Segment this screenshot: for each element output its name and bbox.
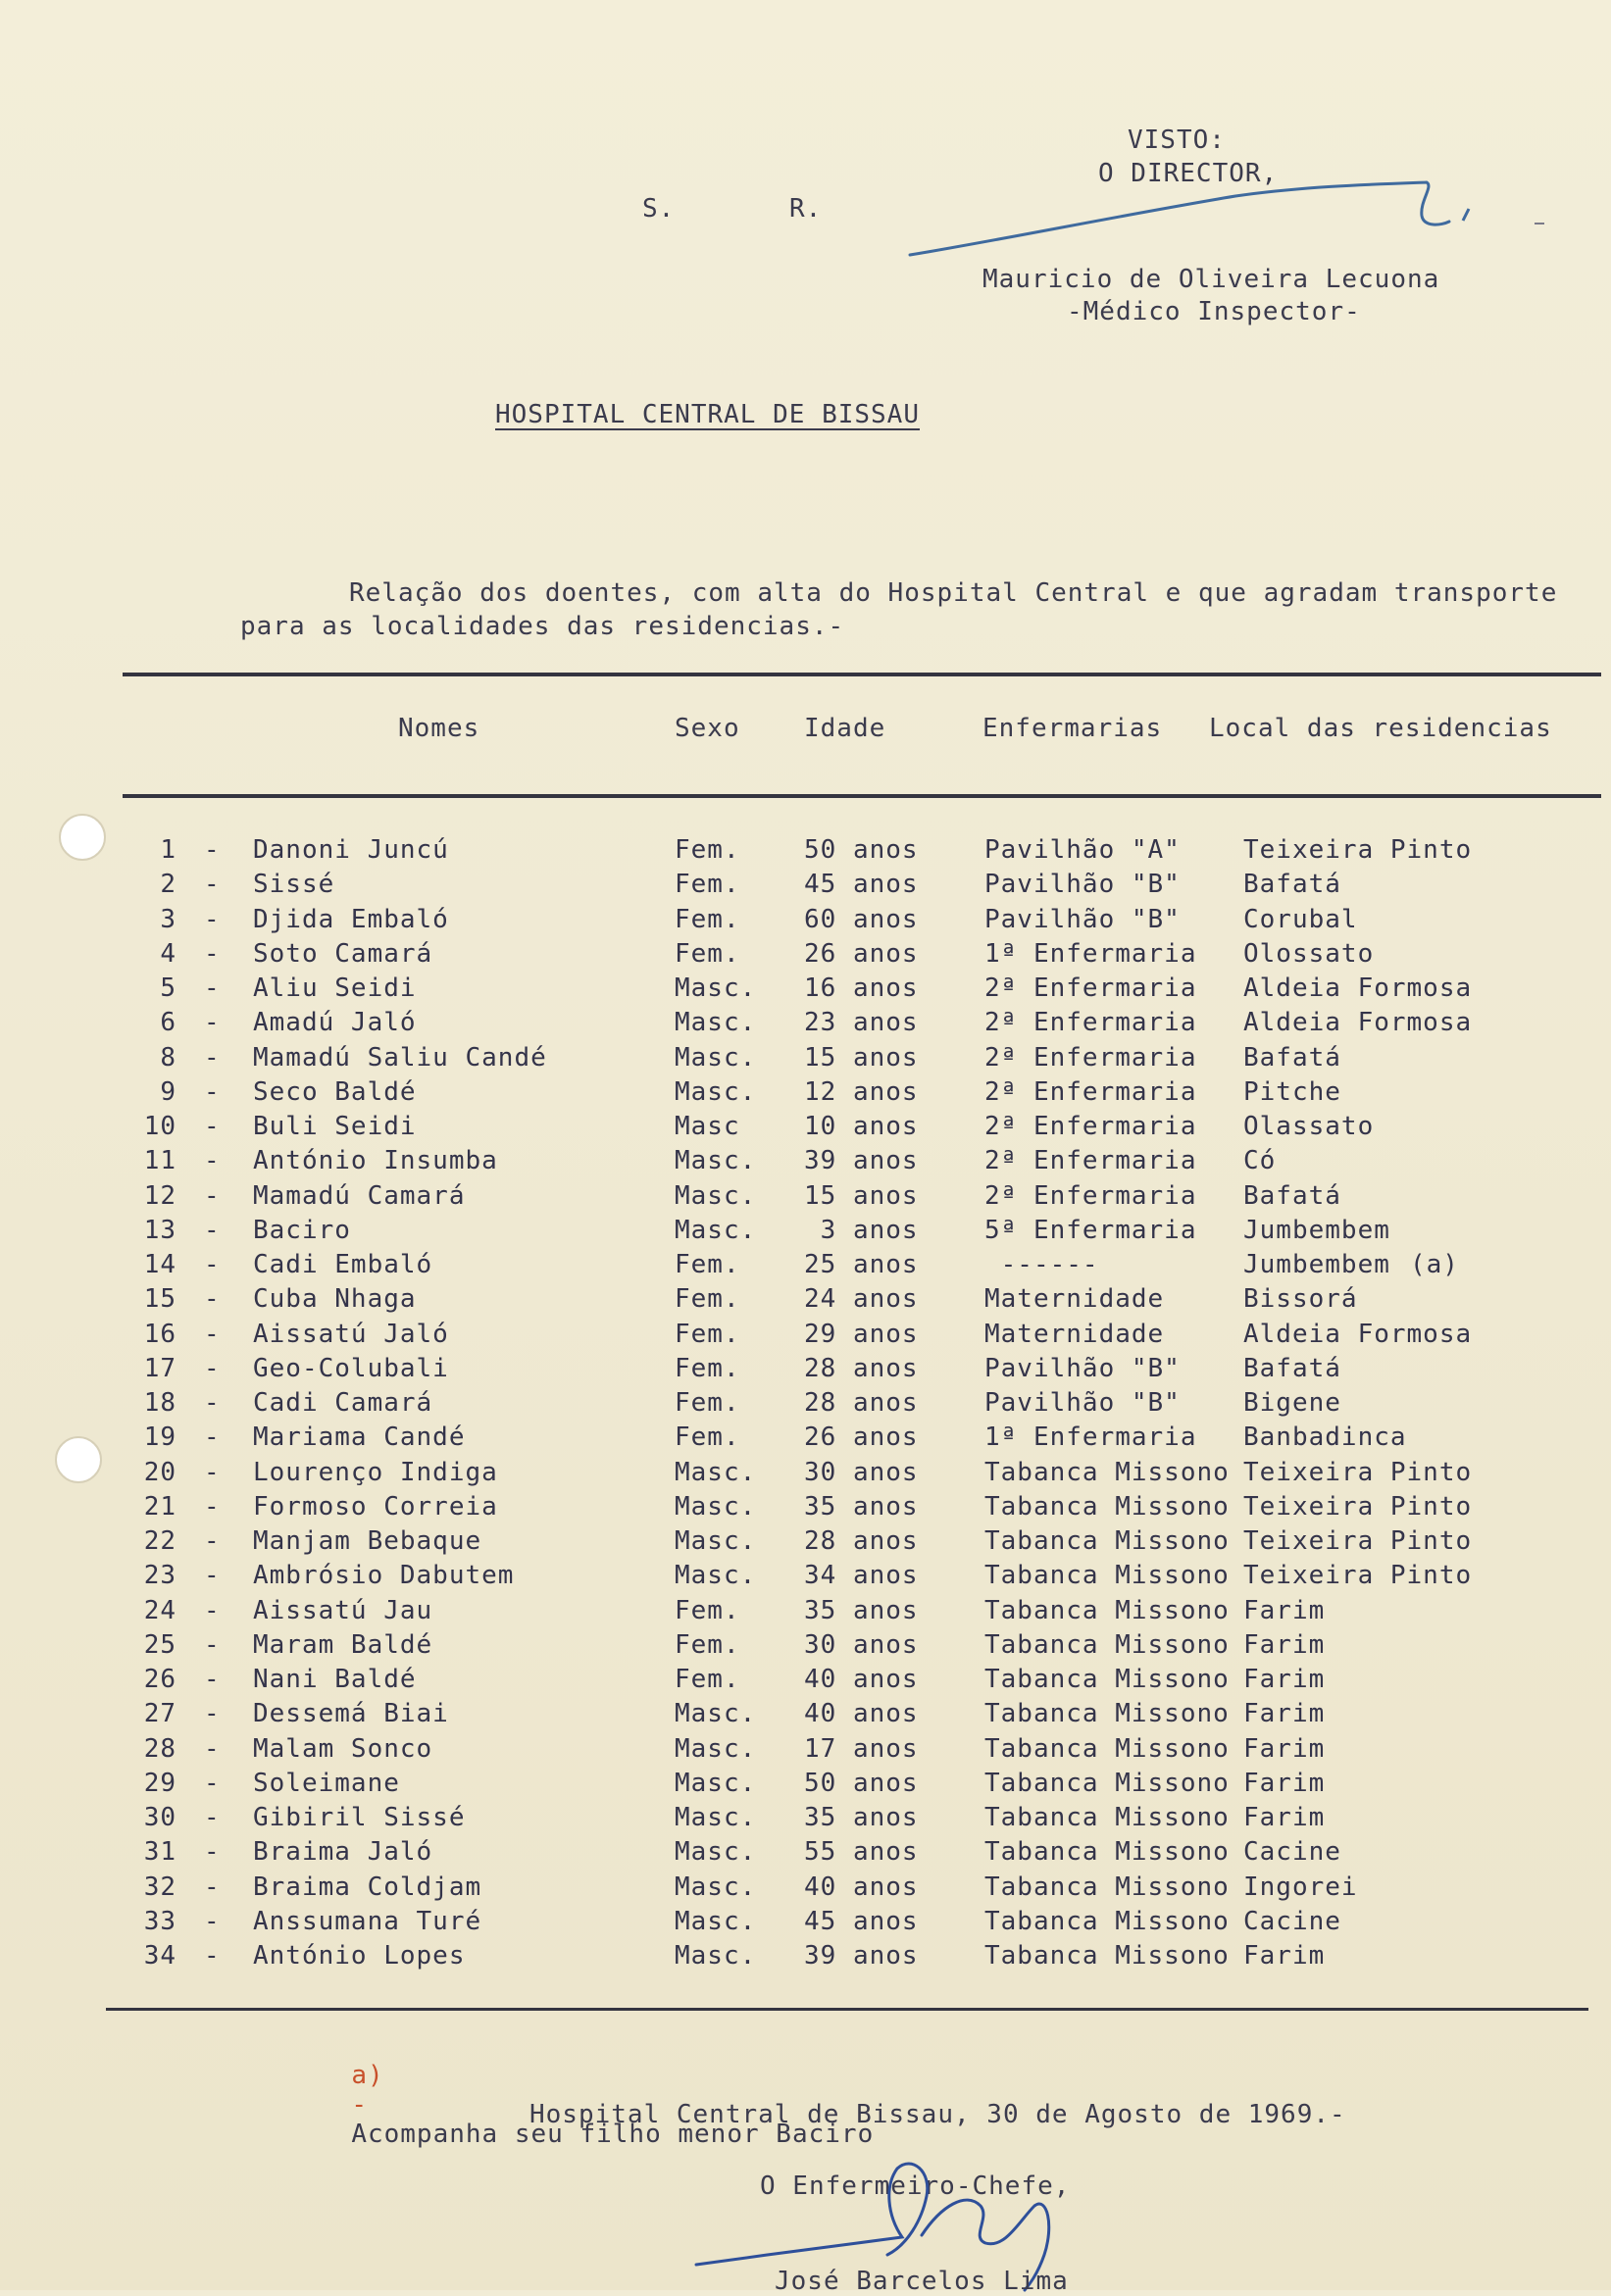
column-header-wards: Enfermarias	[982, 714, 1163, 743]
column-header-names: Nomes	[398, 714, 480, 743]
row-number: 12	[143, 1180, 176, 1211]
patient-sex: Masc.	[675, 1076, 757, 1107]
patient-name: Mamadú Saliu Candé	[253, 1042, 547, 1073]
patient-ward: Tabanca Missono	[984, 1491, 1230, 1522]
row-dash: -	[204, 1526, 221, 1556]
patient-ward: Tabanca Missono	[984, 1457, 1230, 1487]
row-dash: -	[204, 1423, 221, 1453]
patient-ward: Pavilhão "B"	[984, 870, 1181, 900]
patient-sex: Fem.	[675, 1353, 740, 1383]
patient-ward: 2ª Enfermaria	[984, 1146, 1197, 1176]
patient-name: Aissatú Jaló	[253, 1319, 449, 1349]
row-dash: -	[204, 1595, 221, 1625]
row-number: 30	[143, 1803, 176, 1832]
patient-residence: Bafatá	[1243, 1353, 1341, 1383]
patient-ward: Pavilhão "B"	[984, 904, 1181, 934]
patient-age: 50 anos	[804, 835, 919, 865]
patient-ward: 2ª Enfermaria	[984, 1076, 1197, 1107]
patient-residence: Aldeia Formosa	[1243, 1008, 1473, 1038]
row-dash: -	[204, 1042, 221, 1073]
patient-age: 45 anos	[804, 1906, 919, 1936]
patient-sex: Fem.	[675, 1284, 740, 1315]
row-number: 19	[143, 1423, 176, 1453]
patient-residence: Jumbembem	[1243, 1215, 1390, 1245]
row-dash: -	[204, 1180, 221, 1211]
row-number: 8	[160, 1042, 176, 1073]
patient-residence: Farim	[1243, 1595, 1326, 1625]
patient-sex: Masc.	[675, 1561, 757, 1591]
row-dash: -	[204, 1837, 221, 1868]
patient-name: Lourenço Indiga	[253, 1457, 498, 1487]
patient-residence: Có	[1243, 1146, 1277, 1176]
patient-age: 34 anos	[804, 1561, 919, 1591]
patient-ward: 2ª Enfermaria	[984, 1042, 1197, 1073]
row-number: 21	[143, 1491, 176, 1522]
row-number: 6	[160, 1008, 176, 1038]
patient-age: 40 anos	[804, 1872, 919, 1902]
patient-sex: Masc.	[675, 1733, 757, 1764]
row-number: 13	[143, 1215, 176, 1245]
row-number: 24	[143, 1595, 176, 1625]
row-number: 25	[143, 1629, 176, 1660]
patient-name: Seco Baldé	[253, 1076, 417, 1107]
row-dash: -	[204, 1768, 221, 1798]
visto-label: VISTO:	[1128, 125, 1226, 155]
row-number: 29	[143, 1768, 176, 1798]
patient-age: 60 anos	[804, 904, 919, 934]
row-number: 31	[143, 1837, 176, 1868]
patient-ward: ------	[984, 1250, 1099, 1279]
patient-residence: Bafatá	[1243, 870, 1341, 900]
patient-name: Aliu Seidi	[253, 973, 417, 1003]
patient-residence: Bigene	[1243, 1388, 1341, 1418]
patient-age: 28 anos	[804, 1526, 919, 1556]
patient-name: Soleimane	[253, 1768, 400, 1798]
row-number: 27	[143, 1699, 176, 1729]
row-number: 22	[143, 1526, 176, 1556]
patient-sex: Masc.	[675, 973, 757, 1003]
patient-residence: Teixeira Pinto	[1243, 1526, 1473, 1556]
patient-residence: Cacine	[1243, 1837, 1341, 1868]
row-number: 20	[143, 1457, 176, 1487]
patient-residence: Farim	[1243, 1768, 1326, 1798]
row-number: 11	[143, 1146, 176, 1176]
intro-line-2: para as localidades das residencias.-	[240, 612, 845, 641]
sr-s: S.	[642, 194, 676, 224]
row-dash: -	[204, 1699, 221, 1729]
row-dash: -	[204, 938, 221, 969]
patient-name: Amadú Jaló	[253, 1008, 417, 1038]
patient-sex: Masc.	[675, 1872, 757, 1902]
director-title: -Médico Inspector-	[1067, 297, 1361, 326]
patient-ward: Tabanca Missono	[984, 1595, 1230, 1625]
row-number: 26	[143, 1665, 176, 1694]
row-number: 5	[160, 973, 176, 1003]
patient-residence: Farim	[1243, 1699, 1326, 1729]
row-dash: -	[204, 1008, 221, 1038]
patient-ward: 2ª Enfermaria	[984, 973, 1197, 1003]
patient-ward: Tabanca Missono	[984, 1561, 1230, 1591]
patient-ward: 2ª Enfermaria	[984, 1112, 1197, 1141]
patient-residence: Teixeira Pinto	[1243, 1491, 1473, 1522]
patient-sex: Masc.	[675, 1146, 757, 1176]
row-number: 3	[160, 904, 176, 934]
patient-sex: Masc.	[675, 1491, 757, 1522]
patient-sex: Masc.	[675, 1699, 757, 1729]
column-header-residence: Local das residencias	[1209, 714, 1552, 743]
row-dash: -	[204, 1491, 221, 1522]
patient-sex: Fem.	[675, 1250, 740, 1279]
patient-ward: Maternidade	[984, 1319, 1165, 1349]
row-dash: -	[204, 1941, 221, 1971]
row-dash: -	[204, 1215, 221, 1245]
patient-sex: Masc.	[675, 1941, 757, 1971]
patient-sex: Masc.	[675, 1803, 757, 1832]
patient-sex: Masc.	[675, 1837, 757, 1868]
patient-sex: Masc	[675, 1112, 740, 1141]
patient-ward: 5ª Enfermaria	[984, 1215, 1197, 1245]
patient-residence: Olassato	[1243, 1112, 1375, 1141]
footnote-dash: -	[351, 2090, 368, 2120]
patient-name: Mariama Candé	[253, 1423, 466, 1453]
footnote-mark: a)	[351, 2061, 384, 2090]
row-number: 16	[143, 1319, 176, 1349]
patient-sex: Masc.	[675, 1215, 757, 1245]
signoff-title: O Enfermeiro-Chefe,	[760, 2171, 1071, 2201]
patient-age: 25 anos	[804, 1250, 919, 1279]
patient-name: Danoni Juncú	[253, 835, 449, 865]
patient-sex: Masc.	[675, 1008, 757, 1038]
patient-name: Aissatú Jau	[253, 1595, 433, 1625]
row-number: 4	[160, 938, 176, 969]
patient-sex: Fem.	[675, 904, 740, 934]
row-number: 34	[143, 1941, 176, 1971]
patient-name: Malam Sonco	[253, 1733, 433, 1764]
patient-age: 55 anos	[804, 1837, 919, 1868]
row-dash: -	[204, 904, 221, 934]
patient-age: 39 anos	[804, 1146, 919, 1176]
patient-ward: Tabanca Missono	[984, 1906, 1230, 1936]
patient-residence: Farim	[1243, 1941, 1326, 1971]
patient-ward: 2ª Enfermaria	[984, 1180, 1197, 1211]
patient-residence: Bafatá	[1243, 1180, 1341, 1211]
patient-residence: Cacine	[1243, 1906, 1341, 1936]
patient-age: 15 anos	[804, 1180, 919, 1211]
patient-ward: Pavilhão "B"	[984, 1353, 1181, 1383]
patient-sex: Masc.	[675, 1526, 757, 1556]
patient-residence: Farim	[1243, 1665, 1326, 1694]
patient-ward: Tabanca Missono	[984, 1665, 1230, 1694]
patient-residence: Bissorá	[1243, 1284, 1358, 1315]
row-number: 17	[143, 1353, 176, 1383]
patient-age: 30 anos	[804, 1457, 919, 1487]
patient-age: 30 anos	[804, 1629, 919, 1660]
patient-ward: Maternidade	[984, 1284, 1165, 1315]
document-title: HOSPITAL CENTRAL DE BISSAU	[495, 400, 920, 429]
patient-sex: Masc.	[675, 1457, 757, 1487]
patient-age: 12 anos	[804, 1076, 919, 1107]
patient-age: 26 anos	[804, 1423, 919, 1453]
patient-sex: Fem.	[675, 1423, 740, 1453]
patient-sex: Fem.	[675, 1629, 740, 1660]
patient-sex: Fem.	[675, 870, 740, 900]
patient-age: 10 anos	[804, 1112, 919, 1141]
patient-name: Baciro	[253, 1215, 351, 1245]
patient-name: Anssumana Turé	[253, 1906, 482, 1936]
patient-age: 29 anos	[804, 1319, 919, 1349]
patient-residence: Teixeira Pinto	[1243, 1561, 1473, 1591]
row-number: 10	[143, 1112, 176, 1141]
patient-name: Gibiril Sissé	[253, 1803, 466, 1832]
patient-sex: Masc.	[675, 1180, 757, 1211]
patient-age: 40 anos	[804, 1699, 919, 1729]
patient-name: Maram Baldé	[253, 1629, 433, 1660]
patient-residence: Farim	[1243, 1803, 1326, 1832]
patient-sex: Fem.	[675, 1665, 740, 1694]
row-dash: -	[204, 870, 221, 900]
column-header-age: Idade	[804, 714, 886, 743]
patient-name: Mamadú Camará	[253, 1180, 466, 1211]
patient-name: Cuba Nhaga	[253, 1284, 417, 1315]
patient-ward: 1ª Enfermaria	[984, 1423, 1197, 1453]
patient-age: 35 anos	[804, 1595, 919, 1625]
patient-residence: Farim	[1243, 1629, 1326, 1660]
place-date: Hospital Central de Bissau, 30 de Agosto de 1969.-	[529, 2100, 1346, 2129]
row-dash: -	[204, 835, 221, 865]
patient-age: 35 anos	[804, 1491, 919, 1522]
row-dash: -	[204, 1146, 221, 1176]
row-number: 15	[143, 1284, 176, 1315]
row-number: 23	[143, 1561, 176, 1591]
row-dash: -	[204, 1250, 221, 1279]
row-dash: -	[204, 1388, 221, 1418]
patient-age: 26 anos	[804, 938, 919, 969]
patient-sex: Fem.	[675, 1319, 740, 1349]
patient-ward: Pavilhão "A"	[984, 835, 1181, 865]
row-dash: -	[204, 1284, 221, 1315]
patient-residence: Aldeia Formosa	[1243, 1319, 1473, 1349]
patient-residence: Ingorei	[1243, 1872, 1358, 1902]
patient-ward: Tabanca Missono	[984, 1837, 1230, 1868]
director-label: O DIRECTOR,	[1098, 159, 1279, 188]
row-note-mark: (a)	[1410, 1250, 1459, 1279]
patient-age: 50 anos	[804, 1768, 919, 1798]
patient-name: Cadi Embaló	[253, 1250, 433, 1279]
row-number: 32	[143, 1872, 176, 1902]
patient-name: Formoso Correia	[253, 1491, 498, 1522]
patient-name: Soto Camará	[253, 938, 433, 969]
intro-line-1: Relação dos doentes, com alta do Hospital Central e que agradam transporte	[349, 578, 1558, 608]
patient-ward: Tabanca Missono	[984, 1768, 1230, 1798]
patient-ward: Tabanca Missono	[984, 1803, 1230, 1832]
patient-sex: Fem.	[675, 1388, 740, 1418]
patient-sex: Fem.	[675, 835, 740, 865]
patient-age: 28 anos	[804, 1353, 919, 1383]
patient-name: Sissé	[253, 870, 335, 900]
row-dash: -	[204, 1561, 221, 1591]
patient-ward: Tabanca Missono	[984, 1629, 1230, 1660]
patient-name: António Insumba	[253, 1146, 498, 1176]
patient-ward: Tabanca Missono	[984, 1526, 1230, 1556]
row-dash: -	[204, 1629, 221, 1660]
footnote-text: Acompanha seu filho menor Baciro	[351, 2120, 875, 2149]
patient-ward: Pavilhão "B"	[984, 1388, 1181, 1418]
row-number: 33	[143, 1906, 176, 1936]
patient-age: 35 anos	[804, 1803, 919, 1832]
patient-ward: 1ª Enfermaria	[984, 938, 1197, 969]
row-number: 28	[143, 1733, 176, 1764]
row-number: 14	[143, 1250, 176, 1279]
patient-name: Ambrósio Dabutem	[253, 1561, 515, 1591]
patient-ward: Tabanca Missono	[984, 1872, 1230, 1902]
row-number: 18	[143, 1388, 176, 1418]
row-number: 2	[160, 870, 176, 900]
patient-residence: Olossato	[1243, 938, 1375, 969]
row-dash: -	[204, 1803, 221, 1832]
patient-age: 45 anos	[804, 870, 919, 900]
row-dash: -	[204, 1457, 221, 1487]
patient-residence: Teixeira Pinto	[1243, 1457, 1473, 1487]
patient-sex: Masc.	[675, 1906, 757, 1936]
patient-age: 40 anos	[804, 1665, 919, 1694]
row-dash: -	[204, 1076, 221, 1107]
patient-name: Buli Seidi	[253, 1112, 417, 1141]
sr-r: R.	[789, 194, 823, 224]
patient-residence: Jumbembem	[1243, 1250, 1390, 1279]
patient-age: 3 anos	[804, 1215, 919, 1245]
patient-sex: Masc.	[675, 1042, 757, 1073]
patient-ward: Tabanca Missono	[984, 1699, 1230, 1729]
director-name: Mauricio de Oliveira Lecuona	[982, 265, 1440, 294]
row-dash: -	[204, 973, 221, 1003]
patient-residence: Teixeira Pinto	[1243, 835, 1473, 865]
row-dash: -	[204, 1665, 221, 1694]
patient-residence: Farim	[1243, 1733, 1326, 1764]
patient-name: Nani Baldé	[253, 1665, 417, 1694]
patient-name: António Lopes	[253, 1941, 466, 1971]
row-number: 9	[160, 1076, 176, 1107]
patient-residence: Pitche	[1243, 1076, 1341, 1107]
row-number: 1	[160, 835, 176, 865]
patient-name: Geo-Colubali	[253, 1353, 449, 1383]
patient-name: Cadi Camará	[253, 1388, 433, 1418]
patient-residence: Corubal	[1243, 904, 1358, 934]
patient-name: Braima Jaló	[253, 1837, 433, 1868]
patient-age: 23 anos	[804, 1008, 919, 1038]
patient-sex: Masc.	[675, 1768, 757, 1798]
patient-age: 17 anos	[804, 1733, 919, 1764]
row-dash: -	[204, 1319, 221, 1349]
patient-name: Braima Coldjam	[253, 1872, 482, 1902]
signoff-name: José Barcelos Lima	[775, 2267, 1069, 2296]
row-dash: -	[204, 1733, 221, 1764]
patient-name: Dessemá Biai	[253, 1699, 449, 1729]
patient-name: Manjam Bebaque	[253, 1526, 482, 1556]
patient-age: 39 anos	[804, 1941, 919, 1971]
patient-residence: Bafatá	[1243, 1042, 1341, 1073]
column-header-sex: Sexo	[675, 714, 740, 743]
row-dash: -	[204, 1353, 221, 1383]
patient-residence: Banbadinca	[1243, 1423, 1407, 1453]
patient-sex: Fem.	[675, 1595, 740, 1625]
patient-sex: Fem.	[675, 938, 740, 969]
patient-age: 24 anos	[804, 1284, 919, 1315]
patient-name: Djida Embaló	[253, 904, 449, 934]
patient-age: 15 anos	[804, 1042, 919, 1073]
patient-residence: Aldeia Formosa	[1243, 973, 1473, 1003]
row-dash: -	[204, 1112, 221, 1141]
patient-ward: 2ª Enfermaria	[984, 1008, 1197, 1038]
patient-ward: Tabanca Missono	[984, 1733, 1230, 1764]
patient-age: 28 anos	[804, 1388, 919, 1418]
row-dash: -	[204, 1906, 221, 1936]
patient-ward: Tabanca Missono	[984, 1941, 1230, 1971]
row-dash: -	[204, 1872, 221, 1902]
patient-age: 16 anos	[804, 973, 919, 1003]
